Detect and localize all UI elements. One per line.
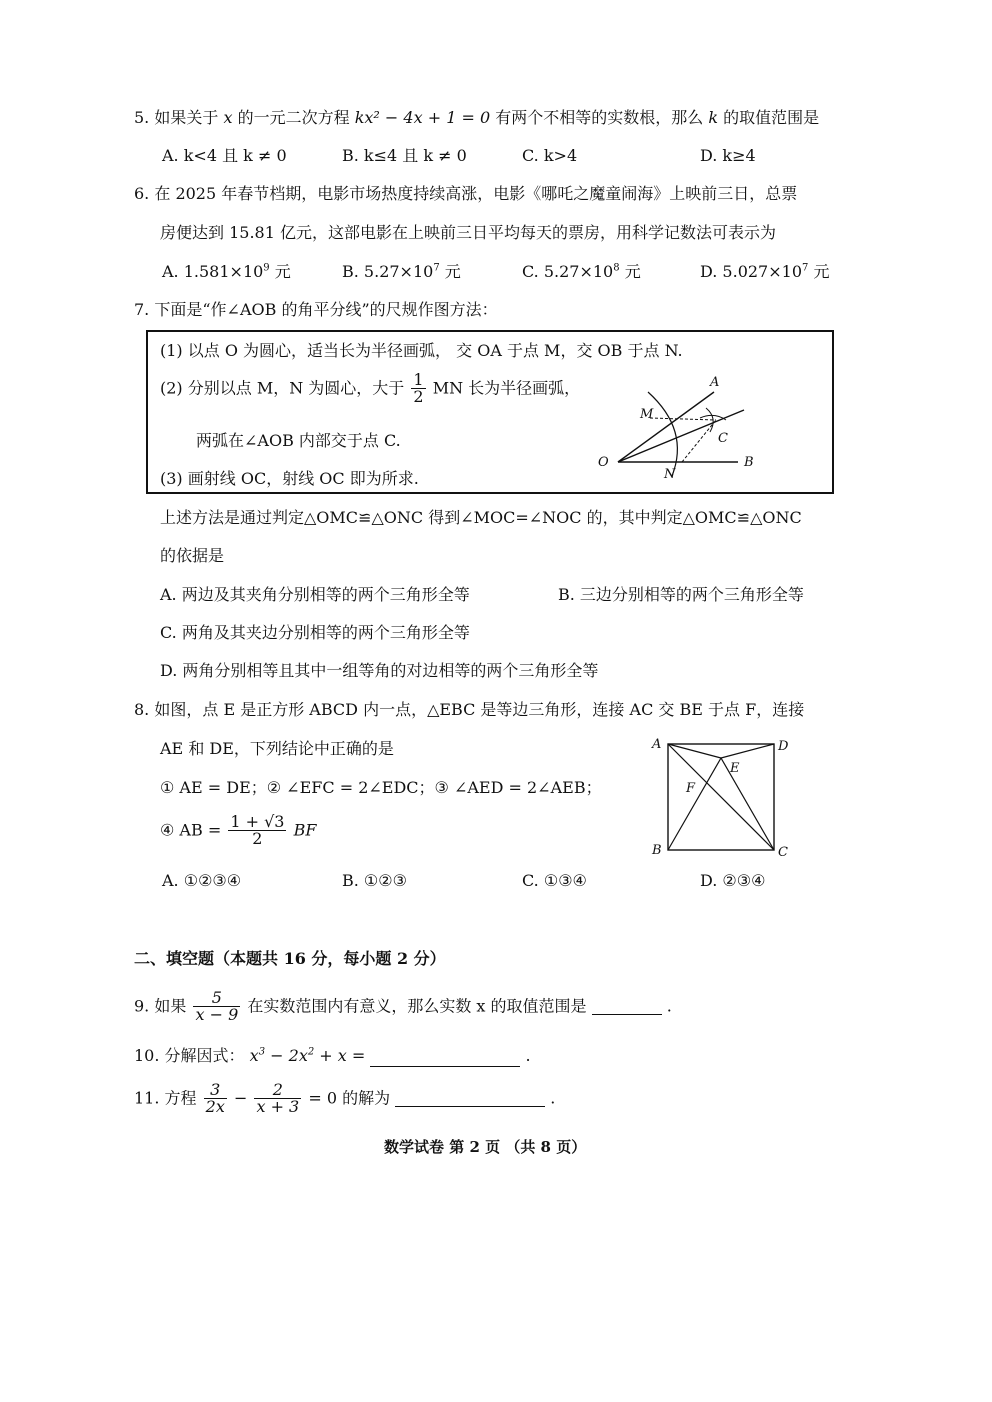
q5-option-b: B. k≤4 且 k ≠ 0 xyxy=(342,146,467,165)
q6-number: 6. xyxy=(134,184,150,203)
q8-segment-ae xyxy=(668,744,721,758)
q8-segment-de xyxy=(721,744,774,758)
q6-stem-line1: 6. 在 2025 年春节档期，电影市场热度持续高涨，电影《哪吒之魔童闹海》上映前三日，总票 xyxy=(134,184,798,203)
q7-stem: 7. 下面是“作∠AOB 的角平分线”的尺规作图方法： xyxy=(134,300,498,319)
q8-conclusion-4: ④ AB = $\frac{1 + √3}{2}$ BF xyxy=(160,812,317,848)
q8-option-c: C. ①③④ xyxy=(522,871,587,890)
q5-option-c: C. k>4 xyxy=(522,146,578,165)
q7-step3: (3) 画射线 OC，射线 OC 即为所求. xyxy=(160,469,419,488)
q11-stem: 11. 方程 $\frac{3}{2x}$ − $\frac{2}{x + 3}$ = 0 的解为 . xyxy=(134,1080,556,1116)
q8-label-a: A xyxy=(652,737,662,752)
q8-option-b: B. ①②③ xyxy=(342,871,407,890)
q10-number: 10. xyxy=(134,1046,160,1065)
q5-option-a: A. k<4 且 k ≠ 0 xyxy=(162,146,287,165)
q9-answer-blank[interactable] xyxy=(592,998,662,1015)
q7-step1: (1) 以点 O 为圆心，适当长为半径画弧， 交 OA 于点 M，交 OB 于点 N. xyxy=(160,341,683,360)
q8-diagonal-ac xyxy=(668,744,774,850)
q8-stem-line2: AE 和 DE，下列结论中正确的是 xyxy=(160,739,394,758)
q8-label-d: D xyxy=(778,739,789,754)
q11-fraction-2: $\frac{2}{x + 3}$ xyxy=(256,1080,300,1116)
q7-option-b: B. 三边分别相等的两个三角形全等 xyxy=(558,585,804,604)
q8-stem-line1: 8. 如图，点 E 是正方形 ABCD 内一点，△EBC 是等边三角形，连接 AC 交 BE 于点 F，连接 xyxy=(134,700,805,719)
page-footer: 数学试卷 第 2 页 （共 8 页） xyxy=(384,1138,587,1156)
q6-option-d: D. $5.027\times 10^7$ 元 xyxy=(700,262,830,281)
q11-number: 11. xyxy=(134,1088,160,1108)
q8-label-b: B xyxy=(652,843,662,858)
q8-label-c: C xyxy=(778,845,788,860)
q7-label-o: O xyxy=(598,455,609,470)
q5-option-d: D. k≥4 xyxy=(700,146,756,165)
q7-segment-mc xyxy=(650,418,716,420)
q8-label-e: E xyxy=(730,761,740,776)
q7-arc-mn xyxy=(648,392,677,476)
q10-stem: 10. 分解因式： $x^3 - 2x^2 + x$ = . xyxy=(134,1046,531,1065)
q7-option-d: D. 两角分别相等且其中一组等角的对边相等的两个三角形全等 xyxy=(160,661,599,680)
section-2-heading: 二、填空题（本题共 16 分，每小题 2 分） xyxy=(134,949,446,968)
q8-fraction: $\frac{1 + √3}{2}$ xyxy=(230,812,285,848)
q9-number: 9. xyxy=(134,996,150,1016)
q6-option-b: B. $5.27\times 10^7$ 元 xyxy=(342,262,461,281)
q11-fraction-1: $\frac{3}{2x}$ xyxy=(205,1080,225,1116)
q8-square-figure xyxy=(646,734,796,860)
q8-conclusions-123: ① AE = DE；② ∠EFC = 2∠EDC；③ ∠AED = 2∠AEB； xyxy=(160,778,602,797)
q7-angle-bisector-figure xyxy=(590,370,770,485)
q8-segment-be xyxy=(668,758,721,850)
q5-equation: kx² − 4x + 1 = 0 xyxy=(354,108,491,127)
q9-stem: 9. 如果 $\frac{5}{x - 9}$ 在实数范围内有意义，那么实数 x 的取值范围是 . xyxy=(134,988,672,1024)
q7-after-line1: 上述方法是通过判定△OMC≌△ONC 得到∠MOC=∠NOC 的，其中判定△OMC≌△ONC xyxy=(160,508,802,527)
q7-fraction-half: $\frac{1}{2}$ xyxy=(413,370,424,406)
q7-label-m: M xyxy=(640,407,654,422)
q7-label-a: A xyxy=(710,375,720,390)
q7-label-c: C xyxy=(718,431,728,446)
q6-option-c: C. $5.27\times 10^8$ 元 xyxy=(522,262,641,281)
q11-answer-blank[interactable] xyxy=(395,1090,545,1107)
q7-number: 7. xyxy=(134,300,150,319)
q6-option-a: A. $1.581\times 10^9$ 元 xyxy=(162,262,291,281)
q7-label-b: B xyxy=(744,455,754,470)
q8-segment-ce xyxy=(721,758,774,850)
q7-step2: (2) 分别以点 M，N 为圆心，大于 $\frac{1}{2}$ MN 长为半径画弧， xyxy=(160,370,581,406)
q10-answer-blank[interactable] xyxy=(370,1048,520,1067)
q9-fraction: $\frac{5}{x - 9}$ xyxy=(195,988,239,1024)
q7-option-c: C. 两角及其夹边分别相等的两个三角形全等 xyxy=(160,623,470,642)
q5-number: 5. xyxy=(134,108,150,127)
q8-number: 8. xyxy=(134,700,150,719)
q6-stem-line2: 房便达到 15.81 亿元，这部电影在上映前三日平均每天的票房，用科学记数法可表示为 xyxy=(160,223,776,242)
q7-label-n: N xyxy=(664,467,676,482)
q7-step2-cont: 两弧在∠AOB 内部交于点 C. xyxy=(196,431,401,450)
q5-stem: 5. 如果关于 x 的一元二次方程 kx² − 4x + 1 = 0 有两个不相等的实数根，那么 k 的取值范围是 xyxy=(134,108,820,127)
q8-label-f: F xyxy=(686,781,696,796)
q8-option-d: D. ②③④ xyxy=(700,871,766,890)
q7-after-line2: 的依据是 xyxy=(160,546,225,565)
q7-segment-nc xyxy=(682,420,716,462)
q8-option-a: A. ①②③④ xyxy=(162,871,242,890)
q7-ray-oa xyxy=(618,392,714,462)
q7-option-a: A. 两边及其夹角分别相等的两个三角形全等 xyxy=(160,585,470,604)
q10-expression: $x^3 - 2x^2 + x$ = xyxy=(249,1046,366,1065)
